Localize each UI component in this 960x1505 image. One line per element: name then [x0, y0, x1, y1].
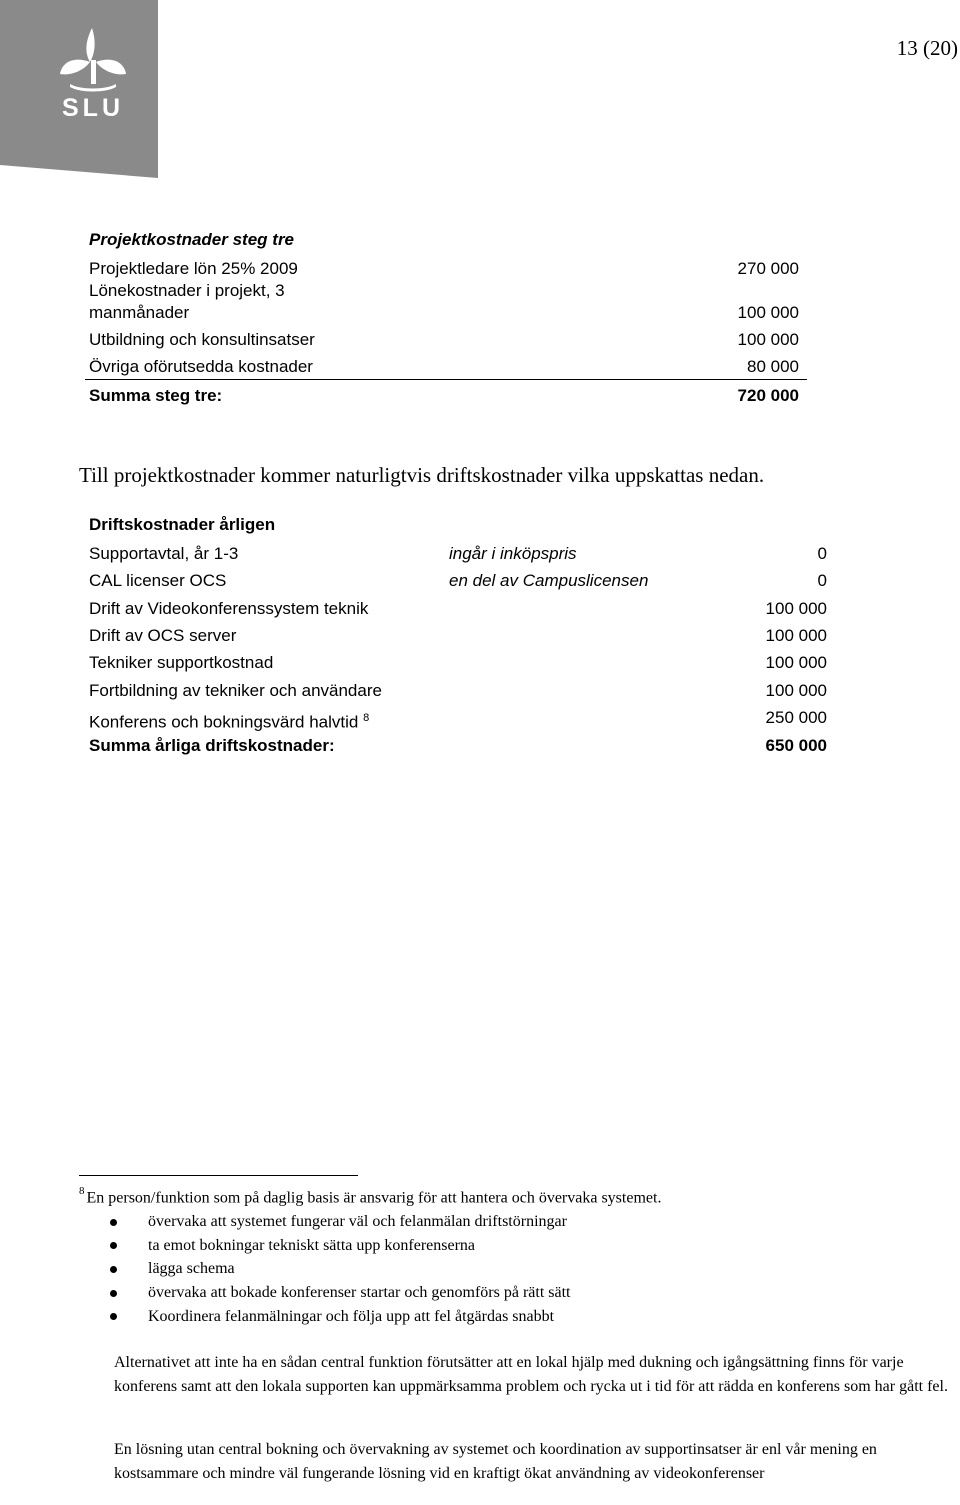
operating-amount: 100 000	[765, 681, 827, 700]
operating-label: Drift av Videokonferenssystem teknik	[89, 599, 369, 618]
operating-row	[89, 680, 827, 702]
cost-label: manmånader	[89, 303, 190, 322]
paragraph: En lösning utan central bokning och övervakning av systemet och koordination av supportinsatser är enl vår mening en kostsammare och mindre väl fungerande lösning vid en kraftigt ökat användning av videokonferenser	[114, 1441, 877, 1482]
paragraph: Alternativet att inte ha en sådan central funktion förutsätter att en lokal hjälp med dukning och igångsättning finns för varje konferens samt att den lokala supporten kan uppmärksamma problem och rycka ut i tid för att rädda en konferens som har gått fel.	[114, 1354, 948, 1395]
intro-text: Till projektkostnader kommer naturligtvis driftskostnader vilka uppskattas nedan.	[79, 463, 765, 487]
bullet-icon	[110, 1313, 117, 1320]
operating-label: Drift av OCS server	[89, 626, 237, 645]
cost-total-row	[89, 385, 799, 407]
footnote-bullet-list	[108, 1210, 571, 1328]
page-number: 13 (20)	[896, 36, 958, 60]
operating-row	[89, 598, 827, 620]
operating-label: Fortbildning av tekniker och användare	[89, 681, 382, 700]
list-item: övervaka att bokade konferenser startar och genomförs på rätt sätt	[108, 1281, 571, 1305]
bullet-icon	[110, 1242, 117, 1249]
cost-amount: 100 000	[737, 330, 799, 349]
footnote-reference[interactable]: 8	[363, 712, 370, 724]
cost-row	[89, 302, 799, 324]
footnote	[79, 1187, 661, 1207]
cost-label: Projektledare lön 25% 2009	[89, 259, 298, 278]
operating-amount: 100 000	[765, 653, 827, 672]
list-item: lägga schema	[108, 1257, 571, 1281]
operating-amount: 250 000	[765, 708, 827, 727]
operating-label: Konferens och bokningsvärd halvtid	[89, 712, 359, 732]
bullet-icon	[110, 1219, 117, 1226]
cost-row	[89, 356, 799, 378]
cost-row	[89, 329, 799, 351]
operating-costs-heading: Driftskostnader årligen	[89, 515, 276, 534]
project-costs-heading: Projektkostnader steg tre	[89, 230, 295, 249]
list-item: Koordinera felanmälningar och följa upp att fel åtgärdas snabbt	[108, 1305, 571, 1329]
list-item: övervaka att systemet fungerar väl och felanmälan driftstörningar	[108, 1210, 571, 1234]
operating-total-amount: 650 000	[765, 736, 827, 755]
operating-row	[89, 570, 827, 592]
operating-total-row	[89, 735, 827, 757]
operating-note: ingår i inköpspris	[449, 544, 577, 563]
cost-amount: 100 000	[737, 303, 799, 322]
cost-label: Lönekostnader i projekt, 3	[89, 281, 285, 300]
operating-row	[89, 652, 827, 674]
cost-total-amount: 720 000	[737, 386, 799, 405]
operating-amount: 100 000	[765, 626, 827, 645]
cost-label: Övriga oförutsedda kostnader	[89, 357, 313, 376]
slu-logo	[0, 0, 158, 178]
list-item: ta emot bokningar tekniskt sätta upp konferenserna	[108, 1234, 571, 1258]
operating-row	[89, 543, 827, 565]
svg-text:SLU: SLU	[62, 94, 124, 122]
operating-label: Supportavtal, år 1-3	[89, 544, 239, 563]
operating-label: CAL licenser OCS	[89, 571, 227, 590]
bullet-icon	[110, 1290, 117, 1297]
operating-amount: 100 000	[765, 599, 827, 618]
operating-total-label: Summa årliga driftskostnader:	[89, 736, 335, 755]
footnote-separator	[79, 1175, 358, 1176]
cost-row	[89, 280, 799, 302]
operating-label: Tekniker supportkostnad	[89, 653, 274, 672]
cost-amount: 270 000	[737, 259, 799, 278]
footnote-text: En person/funktion som på daglig basis är ansvarig för att hantera och övervaka systemet.	[86, 1189, 662, 1207]
operating-row	[89, 707, 827, 734]
cost-label: Utbildning och konsultinsatser	[89, 330, 315, 349]
cost-amount: 80 000	[747, 357, 799, 376]
bullet-icon	[110, 1266, 117, 1273]
cost-row	[89, 258, 799, 280]
operating-amount: 0	[817, 571, 827, 590]
operating-note: en del av Campuslicensen	[449, 571, 649, 590]
sum-divider	[85, 379, 807, 380]
cost-total-label: Summa steg tre:	[89, 386, 223, 405]
operating-amount: 0	[817, 544, 827, 563]
footnote-number: 8	[79, 1185, 85, 1197]
operating-row	[89, 625, 827, 647]
